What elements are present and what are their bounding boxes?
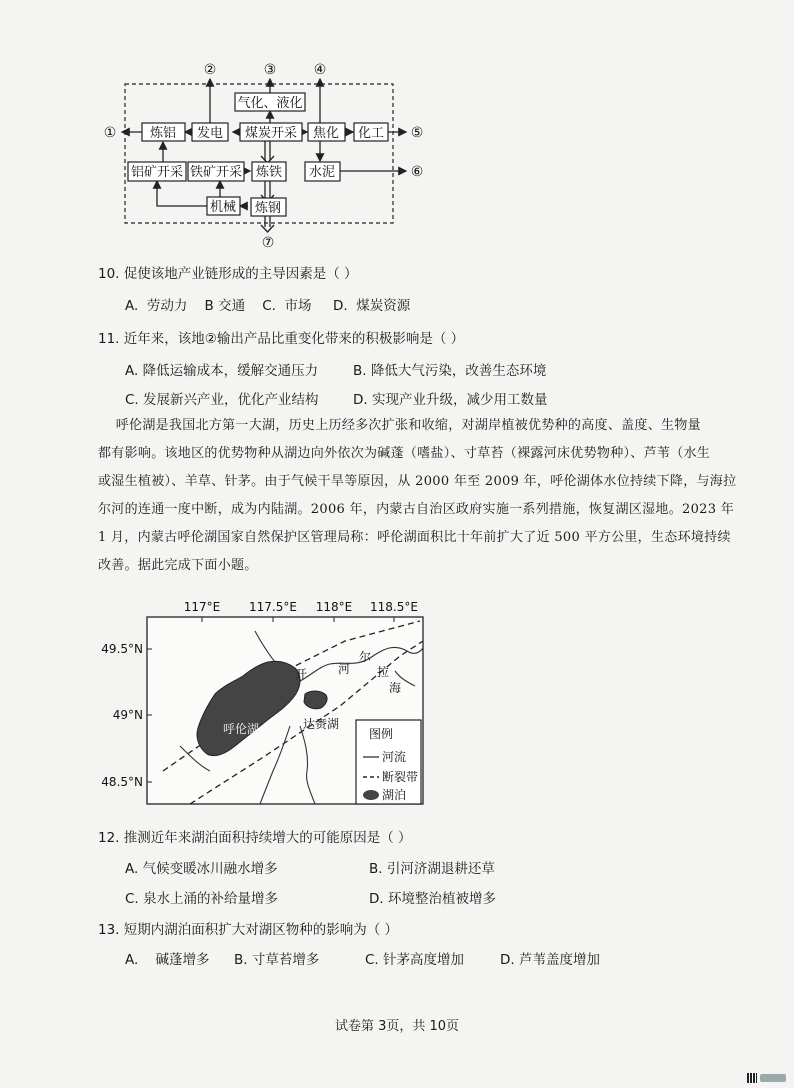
question-13-option-d[interactable]: D. 芦苇盖度增加	[500, 952, 600, 968]
question-12-option-a[interactable]: A. 气候变暖冰川融水增多	[125, 861, 278, 877]
circle-2: ②	[203, 62, 217, 78]
question-11-option-c[interactable]: C. 发展新兴产业，优化产业结构	[125, 392, 319, 408]
box-coal-mining: 煤炭开采	[244, 126, 298, 141]
label-hulun-lake: 呼伦湖	[223, 722, 260, 736]
river-char-la: 拉	[377, 665, 390, 679]
lon-label-117-5: 117.5°E	[249, 600, 297, 614]
box-power: 发电	[196, 126, 224, 141]
legend-fault: 断裂带	[382, 770, 419, 784]
passage-line-1: 呼伦湖是我国北方第一大湖，历史上历经多次扩张和收缩，对湖岸植被优势种的高度、盖度、生物量	[98, 418, 701, 433]
lon-label-117: 117°E	[183, 600, 221, 614]
circle-3: ③	[263, 62, 277, 78]
circle-4: ④	[313, 62, 327, 78]
circle-6: ⑥	[410, 164, 424, 180]
question-11-option-a[interactable]: A. 降低运输成本，缓解交通压力	[125, 363, 319, 379]
lat-label-48-5: 48.5°N	[101, 775, 143, 789]
question-12-stem: 12. 推测近年来湖泊面积持续增大的可能原因是（ ）	[98, 830, 412, 846]
river-char-he: 河	[338, 662, 351, 676]
box-ironmaking: 炼铁	[255, 165, 283, 180]
question-11-option-b[interactable]: B. 降低大气污染，改善生态环境	[353, 363, 547, 379]
lon-label-118: 118°E	[315, 600, 353, 614]
circle-7: ⑦	[261, 235, 275, 250]
dalai-lake-small	[304, 691, 327, 709]
question-11-option-d[interactable]: D. 实现产业升级，减少用工数量	[353, 392, 548, 408]
question-10-stem: 10. 促使该地产业链形成的主导因素是（ ）	[98, 266, 358, 282]
passage-line-5: 1 月，内蒙古呼伦湖国家自然保护区管理局称：呼伦湖面积比十年前扩大了近 500 平方公里，生态环境持续	[98, 530, 731, 545]
passage-line-4: 尔河的连通一度中断，成为内陆湖。2006 年，内蒙古自治区政府实施一系列措施，恢复湖区湿地。2023 年	[98, 502, 735, 517]
box-chemical: 化工	[357, 126, 385, 141]
river-char-hai: 海	[389, 681, 402, 695]
page-footer: 试卷第 3页，共 10页	[334, 1019, 460, 1034]
passage-line-6: 改善。据此完成下面小题。	[98, 558, 258, 573]
question-12-option-c[interactable]: C. 泉水上涌的补给量增多	[125, 891, 279, 907]
passage-line-2: 都有影响。该地区的优势物种从湖边向外依次为碱蓬（嗜盐）、寸草苔（裸露河床优势物种）、芦苇（水生	[98, 446, 711, 461]
box-steelmaking: 炼钢	[254, 201, 282, 216]
lat-label-49: 49°N	[112, 708, 143, 722]
question-10-options[interactable]: A. 劳动力 B 交通 C. 市场 D. 煤炭资源	[125, 298, 411, 314]
reading-passage	[98, 412, 738, 580]
question-12-option-d[interactable]: D. 环境整治植被增多	[369, 891, 496, 907]
circle-5: ⑤	[410, 125, 424, 141]
river-char-er: 尔	[359, 650, 372, 664]
label-dalai-lake: 达赉湖	[303, 717, 340, 731]
box-aluminum-mining: 铝矿开采	[130, 165, 184, 180]
circle-1: ①	[103, 125, 117, 141]
lon-label-118-5: 118.5°E	[370, 600, 418, 614]
question-13-option-b[interactable]: B. 寸草苔增多	[234, 952, 320, 968]
logo-mark-icon	[760, 1074, 786, 1082]
box-gasification: 气化、液化	[237, 96, 303, 111]
legend-lake: 湖泊	[382, 788, 407, 802]
legend-river: 河流	[382, 750, 407, 764]
box-coking: 焦化	[312, 126, 340, 141]
river-char-kai: 开	[295, 667, 308, 681]
question-12-option-b[interactable]: B. 引河济湖退耕还草	[369, 861, 495, 877]
hulun-lake-map	[95, 596, 435, 808]
passage-line-3: 或湿生植被）、羊草、针茅。由于气候干旱等原因，从 2000 年至 2009 年，呼伦湖体水位持续下降，与海拉	[98, 474, 737, 489]
box-aluminum-smelting: 炼铝	[149, 126, 177, 141]
map-legend	[356, 720, 421, 804]
box-iron-mining: 铁矿开采	[189, 165, 243, 180]
question-13-option-c[interactable]: C. 针茅高度增加	[365, 952, 465, 968]
question-11-stem: 11. 近年来，该地②输出产品比重变化带来的积极影响是（ ）	[98, 331, 465, 347]
legend-title: 图例	[369, 727, 394, 741]
question-13-stem: 13. 短期内湖泊面积扩大对湖区物种的影响为（ ）	[98, 922, 399, 938]
box-cement: 水泥	[308, 165, 336, 180]
industry-chain-diagram	[95, 55, 435, 250]
lat-label-49-5: 49.5°N	[101, 642, 143, 656]
legend-lake-swatch	[363, 790, 379, 800]
qr-mark-icon	[747, 1073, 757, 1083]
box-machinery: 机械	[209, 200, 237, 215]
question-13-option-a[interactable]: A. 碱蓬增多	[125, 952, 210, 968]
